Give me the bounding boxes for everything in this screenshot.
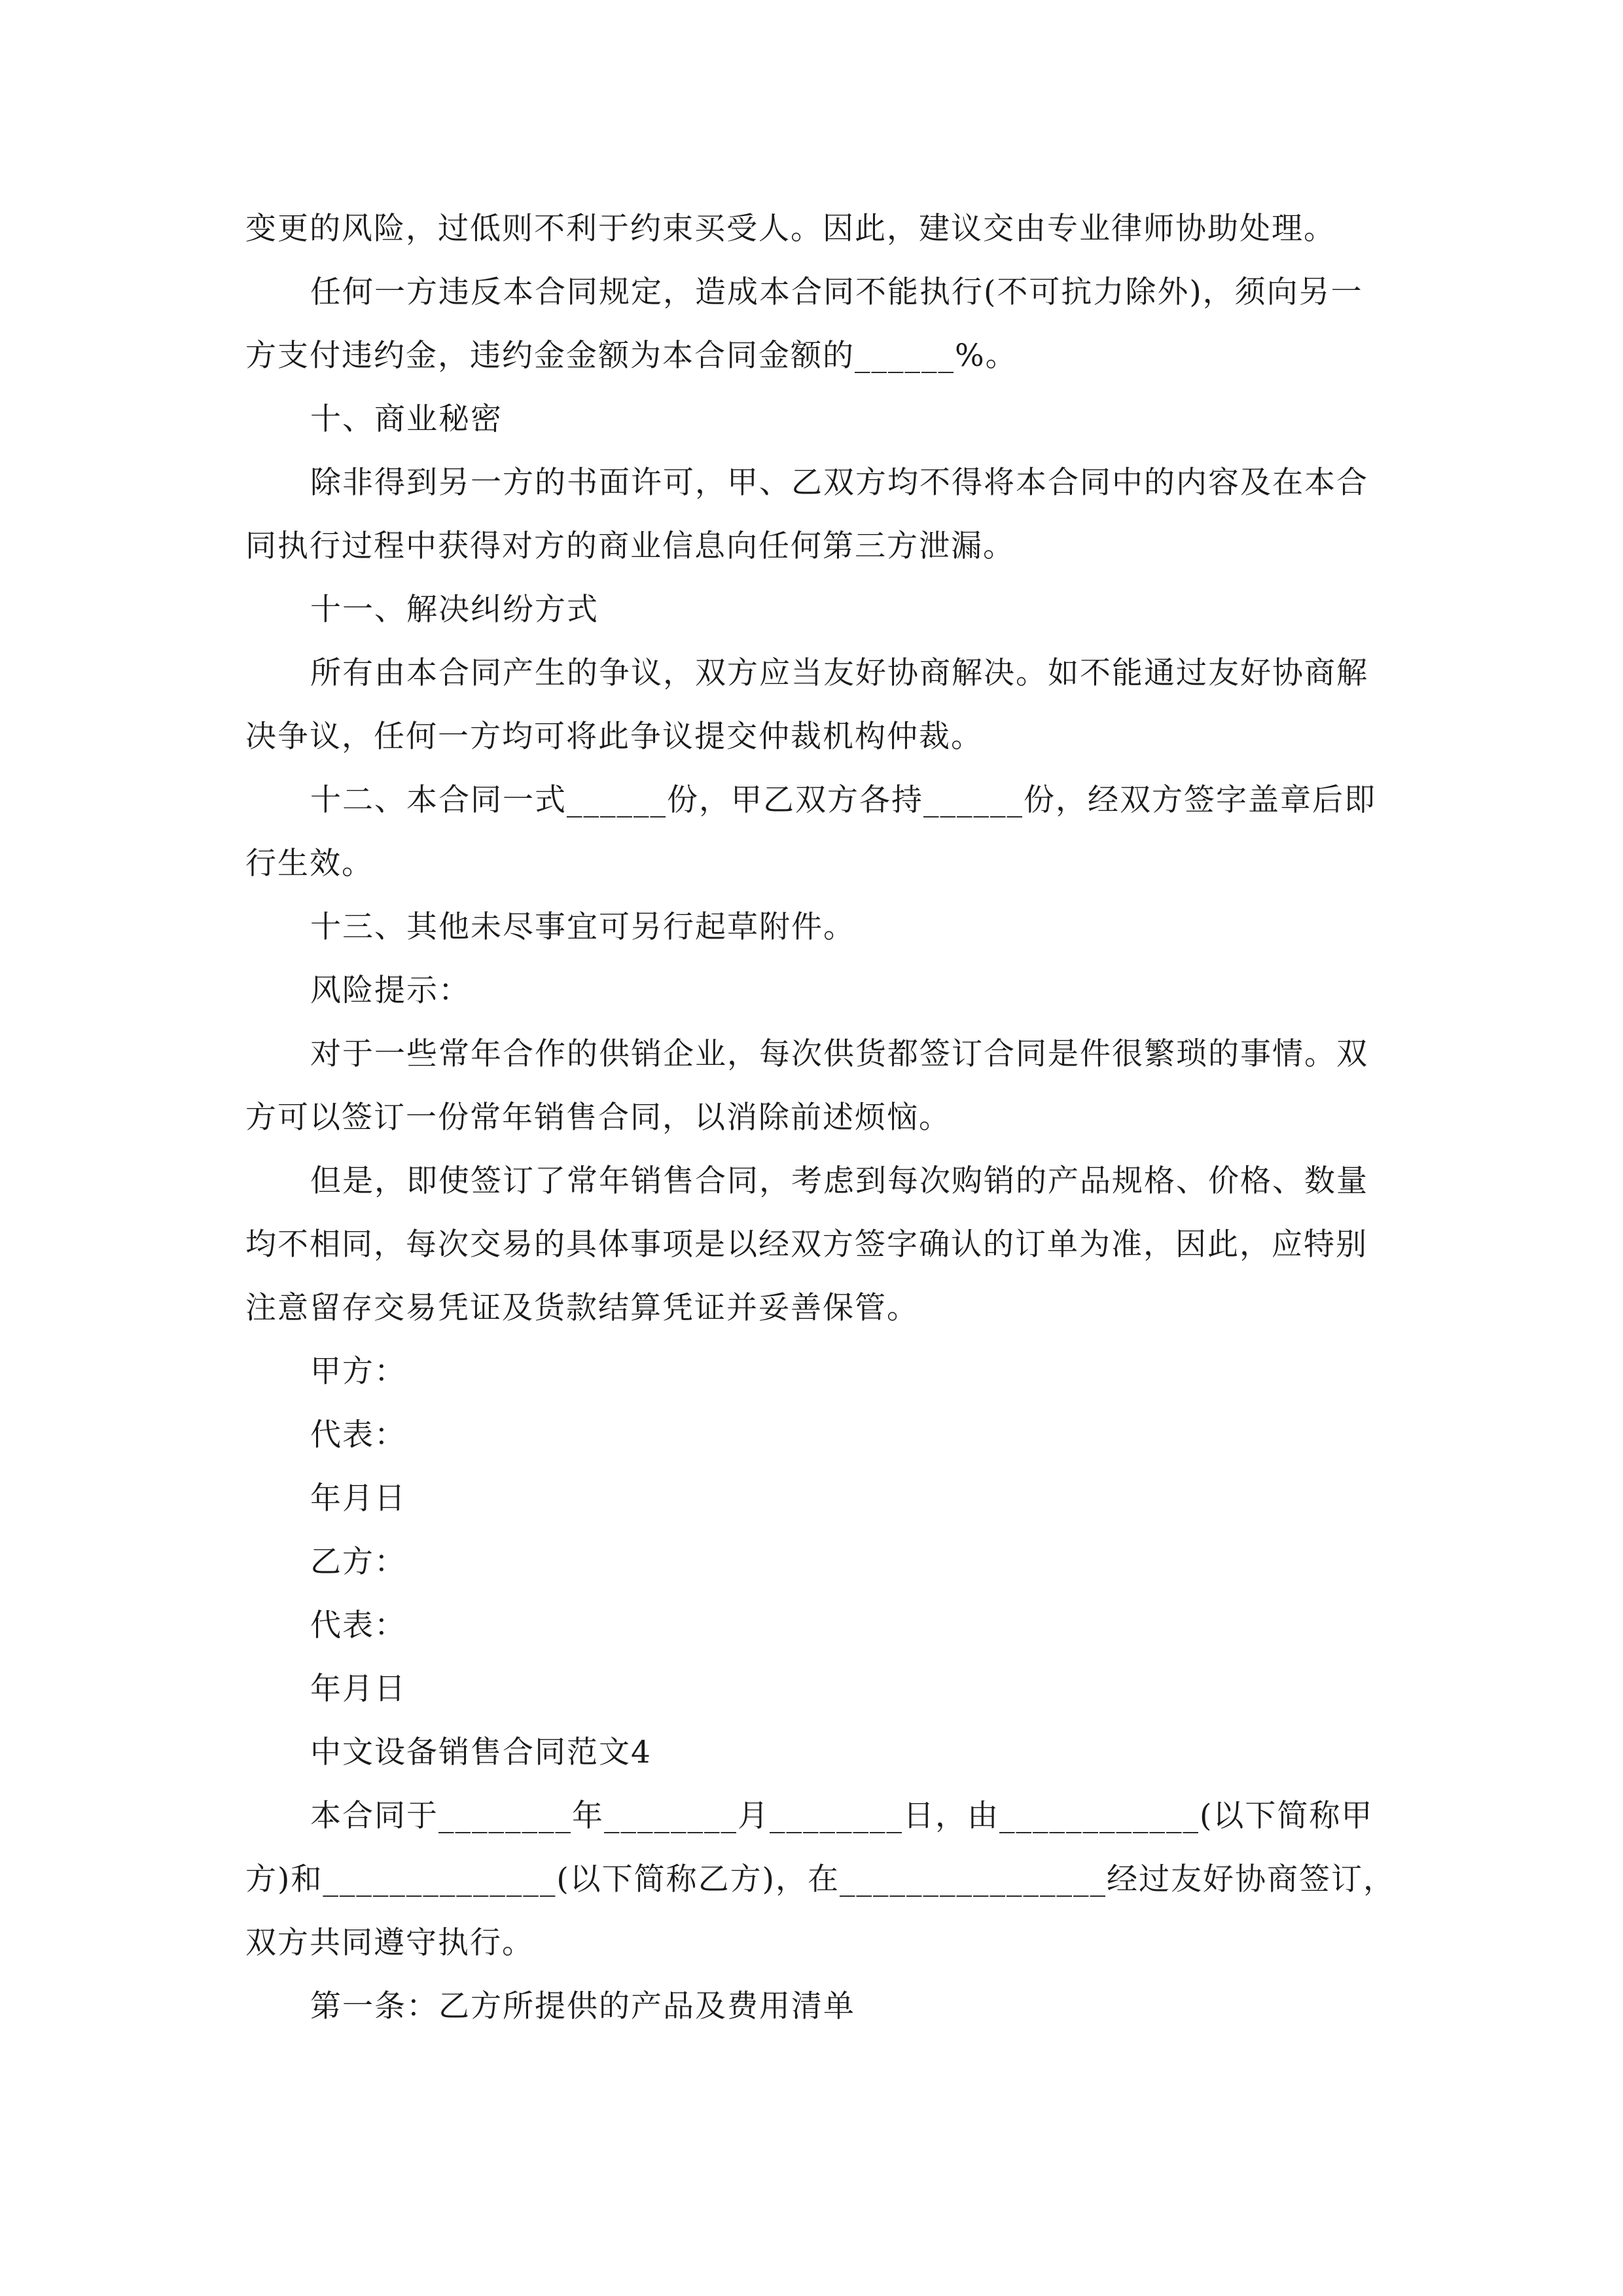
signature-label: 甲方： — [310, 1354, 406, 1390]
section-heading: 风险提示： — [310, 973, 471, 1009]
text-line: 行生效。 — [245, 846, 374, 882]
text-line: 所有由本合同产生的争议，双方应当友好协商解决。如不能通过友好协商解 — [310, 655, 1368, 691]
document-title: 中文设备销售合同范文4 — [310, 1734, 652, 1770]
text-line: 方支付违约金，违约金金额为本合同金额的______%。 — [245, 338, 1018, 374]
section-heading: 第一条：乙方所提供的产品及费用清单 — [310, 1988, 855, 2024]
text-line: 对于一些常年合作的供销企业，每次供货都签订合同是件很繁琐的事情。双 — [310, 1036, 1368, 1072]
text-line: 双方共同遵守执行。 — [245, 1925, 534, 1961]
signature-label: 年月日 — [310, 1671, 406, 1707]
text-line: 本合同于________年________月________日，由____________(以下简称甲 — [310, 1798, 1374, 1834]
text-line: 决争议，任何一方均可将此争议提交仲裁机构仲裁。 — [245, 719, 983, 755]
signature-label: 年月日 — [310, 1480, 406, 1516]
text-line: 方)和______________(以下简称乙方)，在________________经过友好协商签订， — [245, 1861, 1396, 1897]
section-heading: 十一、解决纠纷方式 — [310, 592, 599, 628]
text-line: 十二、本合同一式______份，甲乙双方各持______份，经双方签字盖章后即 — [310, 782, 1376, 818]
text-line: 变更的风险，过低则不利于约束买受人。因此，建议交由专业律师协助处理。 — [245, 211, 1336, 247]
text-line: 但是，即使签订了常年销售合同，考虑到每次购销的产品规格、价格、数量 — [310, 1163, 1368, 1199]
signature-label: 代表： — [310, 1417, 406, 1453]
signature-label: 代表： — [310, 1607, 406, 1643]
text-line: 任何一方违反本合同规定，造成本合同不能执行(不可抗力除外)，须向另一 — [310, 274, 1363, 310]
text-line: 十三、其他未尽事宜可另行起草附件。 — [310, 909, 855, 945]
text-line: 同执行过程中获得对方的商业信息向任何第三方泄漏。 — [245, 528, 1015, 564]
text-line: 方可以签订一份常年销售合同，以消除前述烦恼。 — [245, 1100, 951, 1136]
text-line: 注意留存交易凭证及货款结算凭证并妥善保管。 — [245, 1290, 919, 1326]
text-line: 除非得到另一方的书面许可，甲、乙双方均不得将本合同中的内容及在本合 — [310, 465, 1368, 501]
signature-label: 乙方： — [310, 1544, 406, 1580]
section-heading: 十、商业秘密 — [310, 401, 503, 437]
text-line: 均不相同，每次交易的具体事项是以经双方签字确认的订单为准，因此，应特别 — [245, 1227, 1368, 1263]
